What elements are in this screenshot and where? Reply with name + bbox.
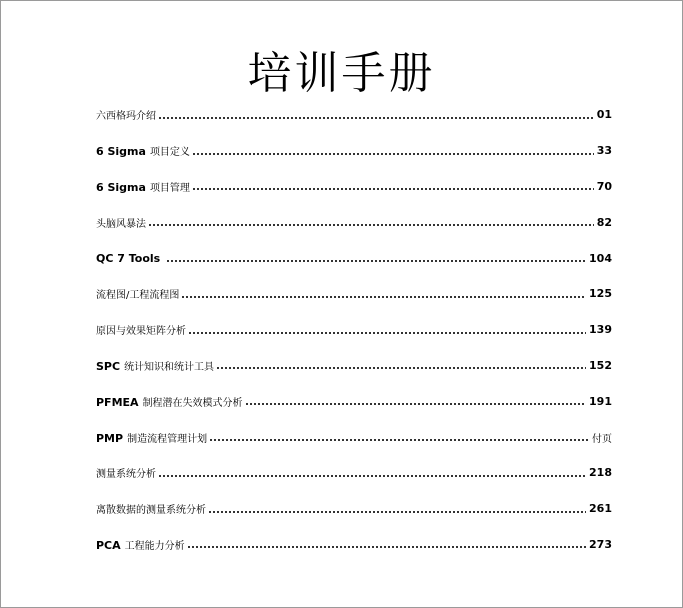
document-title: 培训手册: [247, 48, 436, 100]
toc-entry-title: 项目定义: [149, 147, 190, 159]
toc-entry[interactable]: [96, 169, 612, 205]
toc-entry-en: 6 Sigma: [96, 180, 146, 194]
toc-entry[interactable]: [96, 312, 612, 348]
toc-entry[interactable]: [96, 276, 612, 312]
toc-entry[interactable]: [96, 204, 612, 240]
toc-entry-en: PCA: [96, 538, 121, 552]
dot-leader: [158, 117, 594, 119]
toc-page-number: 152: [589, 358, 612, 372]
toc-entry-title: 流程图/工程流程图: [96, 290, 180, 302]
toc-entry-title: 测量系统分析: [96, 469, 156, 481]
dot-leader: [166, 260, 586, 262]
dot-leader: [192, 153, 594, 155]
toc-entry[interactable]: [96, 383, 612, 419]
table-of-contents: [96, 97, 612, 562]
toc-entry-en: PMP: [96, 431, 124, 445]
toc-entry-en: SPC: [96, 359, 121, 373]
toc-entry-en: PFMEA: [96, 395, 139, 409]
toc-entry[interactable]: [96, 133, 612, 169]
dot-leader: [208, 511, 586, 513]
toc-page-number: 付页: [592, 433, 612, 445]
dot-leader: [216, 367, 586, 369]
toc-entry-title: 统计知识和统计工具: [124, 361, 215, 373]
toc-entry-title: 制造流程管理计划: [127, 433, 208, 445]
toc-page-number: 01: [596, 108, 612, 122]
toc-page-number: 33: [596, 144, 612, 158]
toc-entry[interactable]: [96, 97, 612, 133]
toc-entry[interactable]: [96, 348, 612, 384]
toc-page-number: 70: [596, 179, 612, 193]
toc-entry[interactable]: [96, 491, 612, 527]
toc-entry[interactable]: [96, 527, 612, 563]
toc-entry-title: 项目管理: [149, 182, 190, 194]
toc-entry-title: 原因与效果矩阵分析: [96, 326, 186, 338]
toc-entry-title: 工程能力分析: [124, 540, 185, 552]
dot-leader: [158, 475, 586, 477]
dot-leader: [245, 403, 586, 405]
toc-entry-title: 离散数据的测量系统分析: [96, 505, 206, 517]
dot-leader: [181, 296, 586, 298]
toc-page-number: 139: [589, 323, 612, 337]
toc-entry[interactable]: [96, 455, 612, 491]
toc-page-number: 261: [589, 502, 612, 516]
dot-leader: [188, 332, 586, 334]
toc-page-number: 218: [589, 466, 612, 480]
toc-page-number: 273: [589, 537, 612, 551]
toc-entry-en: QC 7 Tools: [96, 251, 161, 265]
toc-page-number: 125: [589, 287, 612, 301]
dot-leader: [148, 224, 594, 226]
toc-page-number: 104: [589, 251, 612, 265]
toc-entry[interactable]: [96, 240, 612, 276]
dot-leader: [192, 188, 594, 190]
toc-entry-title: 六西格玛介绍: [96, 111, 156, 123]
toc-page-number: 82: [596, 215, 612, 229]
toc-entry-title: 制程潜在失效模式分析: [142, 397, 243, 409]
dot-leader: [187, 546, 586, 548]
toc-page-number: 191: [589, 394, 612, 408]
toc-entry-en: 6 Sigma: [96, 145, 146, 159]
dot-leader: [209, 439, 589, 441]
toc-entry[interactable]: [96, 419, 612, 455]
toc-entry-title: 头脑风暴法: [96, 218, 146, 230]
